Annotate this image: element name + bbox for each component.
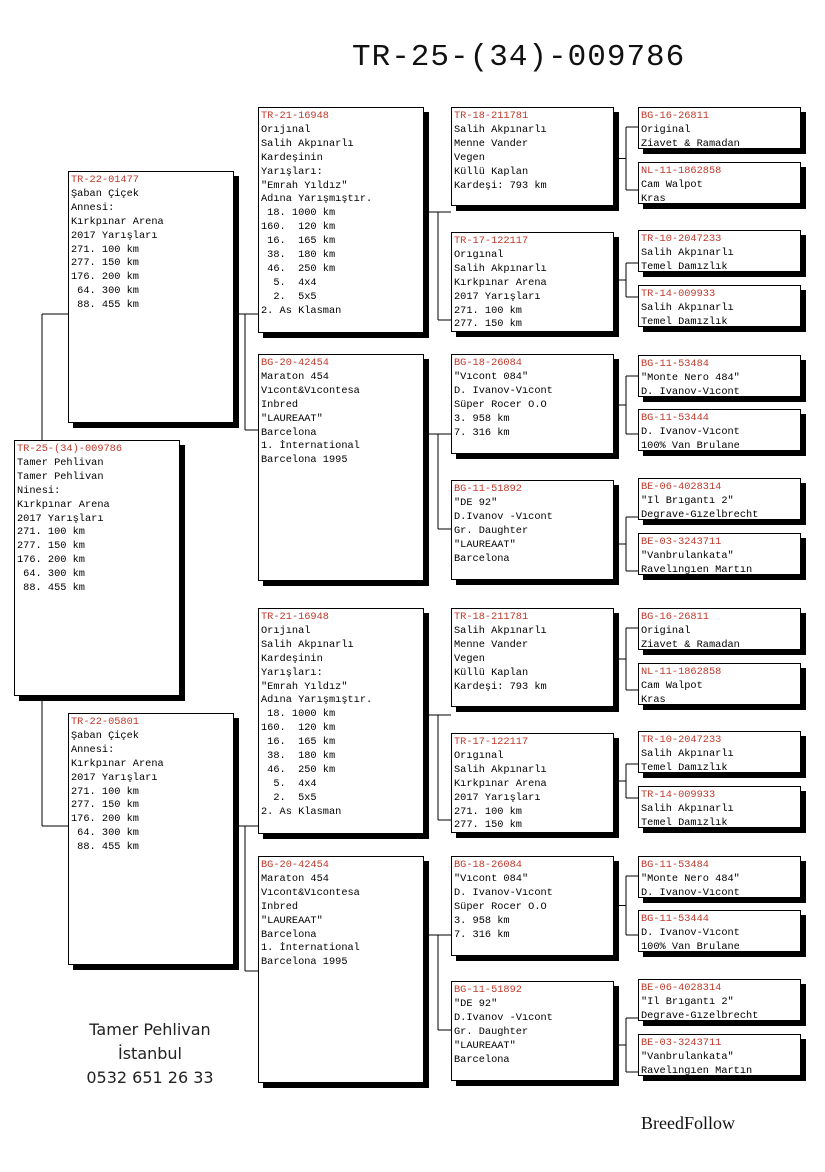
box-line: Temel Damızlık <box>641 816 728 828</box>
box-line: Temel Damızlık <box>641 315 728 327</box>
box-line: Salih Akpınarlı <box>641 301 734 314</box>
box-line: "DE 92" <box>454 997 498 1010</box>
box-line: Salih Akpınarlı <box>454 763 547 776</box>
ring-number: BG-20-42454 <box>261 357 329 369</box>
box-line: 2017 Yarışları <box>454 791 541 804</box>
ring-number: TR-25-(34)-009786 <box>17 443 123 455</box>
box-line: 2017 Yarışları <box>71 771 158 784</box>
box-line: D.Ivanov -Vıcont <box>454 510 553 523</box>
box-line: Salih Akpınarlı <box>454 262 547 275</box>
box-line: 2017 Yarışları <box>17 512 104 525</box>
ring-number: NL-11-1862858 <box>641 666 722 678</box>
box-line: "Monte Nero 484" <box>641 872 740 885</box>
pedigree-box-g4-10 <box>638 663 801 705</box>
box-line: Orıgınal <box>454 248 504 261</box>
box-line: 271. 100 km <box>17 526 85 539</box>
box-line: "Emrah Yıldız" <box>261 680 348 693</box>
pedigree-box-g4-7 <box>638 478 801 520</box>
ring-number: TR-22-01477 <box>71 174 139 186</box>
pedigree-box-g3-7 <box>451 856 614 956</box>
pedigree-box-g4-16 <box>638 1034 801 1076</box>
box-line: 88. 455 km <box>71 299 139 312</box>
pedigree-box-g4-14 <box>638 910 801 952</box>
pedigree-box-g4-13 <box>638 856 801 898</box>
box-line: 271. 100 km <box>71 785 139 798</box>
brand-logo: BreedFollow <box>641 1113 735 1133</box>
box-line: "LAUREAAT" <box>261 412 323 425</box>
box-line: Temel Damızlık <box>641 260 728 272</box>
box-line: Kırkpınar Arena <box>454 777 547 790</box>
box-line: Menne Vander <box>454 137 529 150</box>
box-line: Kırkpınar Arena <box>17 498 110 511</box>
box-line: Küllü Kaplan <box>454 666 529 679</box>
box-line: "Vanbrulankata" <box>641 549 734 562</box>
box-line: D.Ivanov -Vıcont <box>454 1011 553 1024</box>
box-line: 5. 4x4 <box>261 276 317 289</box>
pedigree-box-g3-2 <box>451 232 614 332</box>
box-line: Barcelona <box>454 1053 510 1066</box>
box-line: 38. 180 km <box>261 249 336 262</box>
box-line: D. Ivanov-Vıcont <box>641 926 740 939</box>
box-line: "Vıcont 084" <box>454 872 529 885</box>
box-line: Tamer Pehlivan <box>17 456 104 469</box>
box-line: D. Ivanov-Vıcont <box>454 384 553 397</box>
box-line: 88. 455 km <box>71 841 139 854</box>
box-line: Salih Akpınarlı <box>641 246 734 259</box>
pedigree-box-g3-8 <box>451 981 614 1081</box>
box-line: 100% Van Brulane <box>641 439 740 451</box>
ring-number: TR-18-211781 <box>454 611 529 623</box>
box-line: Barcelona <box>261 928 317 941</box>
box-line: Şaban Çiçek <box>71 187 139 200</box>
box-line: Salih Akpınarlı <box>454 123 547 136</box>
ring-number: BG-11-51892 <box>454 984 522 996</box>
pedigree-box-g3-5 <box>451 608 614 707</box>
box-line: "Emrah Yıldız" <box>261 179 348 192</box>
box-line: Annesi: <box>71 743 115 756</box>
ring-number: BE-06-4028314 <box>641 481 722 493</box>
box-line: Cam Walpot <box>641 679 703 692</box>
ring-number: TR-21-16948 <box>261 611 329 623</box>
box-line: Süper Rocer O.O <box>454 900 547 913</box>
pedigree-box-g4-1 <box>638 107 801 149</box>
box-line: Original <box>641 624 691 637</box>
box-line: Menne Vander <box>454 638 529 651</box>
box-line: Kardeşinin <box>261 652 323 665</box>
ring-number: BG-18-26084 <box>454 859 522 871</box>
box-line: "Vanbrulankata" <box>641 1050 734 1063</box>
box-line: D. Ivanov-Vıcont <box>454 886 553 899</box>
box-line: 277. 150 km <box>454 819 522 832</box>
box-line: 160. 120 km <box>261 221 336 234</box>
owner-contact <box>70 1018 230 1090</box>
ring-number: BE-03-3243711 <box>641 536 722 548</box>
ring-number: TR-17-122117 <box>454 736 529 748</box>
box-line: Ziavet & Ramadan <box>641 638 740 650</box>
box-line: Kras <box>641 693 666 705</box>
ring-number: BG-11-53444 <box>641 913 709 925</box>
ring-number: TR-18-211781 <box>454 110 529 122</box>
box-line: Adına Yarışmıştır. <box>261 193 373 206</box>
box-line: 7. 316 km <box>454 928 510 941</box>
pedigree-box-g3-1 <box>451 107 614 206</box>
box-line: 16. 165 km <box>261 235 336 248</box>
box-line: 2. As Klasman <box>261 304 342 317</box>
pedigree-box-dam <box>68 713 234 965</box>
box-line: 176. 200 km <box>17 554 85 567</box>
ring-number: BG-11-51892 <box>454 483 522 495</box>
box-line: 46. 250 km <box>261 262 336 275</box>
ring-number: TR-14-009933 <box>641 789 716 801</box>
box-line: 38. 180 km <box>261 750 336 763</box>
box-line: Barcelona <box>454 552 510 565</box>
box-line: Ziavet & Ramadan <box>641 137 740 149</box>
box-line: Annesi: <box>71 201 115 214</box>
box-line: Degrave-Gızelbrecht <box>641 1009 759 1021</box>
pedigree-box-g3-6 <box>451 733 614 833</box>
box-line: "LAUREAAT" <box>261 914 323 927</box>
pedigree-box-sire <box>68 171 234 423</box>
box-line: Kardeşi: 793 km <box>454 680 547 693</box>
ring-number: BE-03-3243711 <box>641 1037 722 1049</box>
box-line: 7. 316 km <box>454 426 510 439</box>
box-line: Salih Akpınarlı <box>454 624 547 637</box>
ring-number: TR-14-009933 <box>641 288 716 300</box>
box-line: D. Ivanov-Vıcont <box>641 886 740 898</box>
box-line: Salih Akpınarlı <box>261 638 354 651</box>
box-line: Yarışları: <box>261 666 323 679</box>
box-line: 64. 300 km <box>71 827 139 840</box>
pedigree-box-g3-4 <box>451 480 614 580</box>
box-line: 176. 200 km <box>71 813 139 826</box>
box-line: 277. 150 km <box>454 318 522 331</box>
ring-number: NL-11-1862858 <box>641 165 722 177</box>
box-line: 2. As Klasman <box>261 805 342 818</box>
pedigree-box-g4-3 <box>638 230 801 272</box>
pedigree-box-g2-4 <box>258 856 424 1083</box>
box-line: 1. İnternational <box>261 942 360 955</box>
box-line: 18. 1000 km <box>261 708 336 721</box>
box-line: 176. 200 km <box>71 271 139 284</box>
box-line: Süper Rocer O.O <box>454 398 547 411</box>
pedigree-box-g4-15 <box>638 979 801 1021</box>
box-line: 1. İnternational <box>261 440 360 453</box>
pedigree-box-g2-3 <box>258 608 424 834</box>
ring-number: BG-16-26811 <box>641 611 709 623</box>
box-line: Tamer Pehlivan <box>17 470 104 483</box>
box-line: D. Ivanov-Vıcont <box>641 425 740 438</box>
box-line: 2. 5x5 <box>261 290 317 303</box>
box-line: Maraton 454 <box>261 872 329 885</box>
box-line: 2017 Yarışları <box>454 290 541 303</box>
box-line: Kırkpınar Arena <box>71 757 164 770</box>
ring-number: TR-22-05801 <box>71 716 139 728</box>
box-line: Ravelıngıen Martın <box>641 1064 753 1076</box>
box-line: Degrave-Gızelbrecht <box>641 508 759 520</box>
box-line: Temel Damızlık <box>641 761 728 773</box>
box-line: "DE 92" <box>454 496 498 509</box>
ring-number: TR-17-122117 <box>454 235 529 247</box>
box-line: "Il Brıgantı 2" <box>641 494 734 507</box>
box-line: Cam Walpot <box>641 178 703 191</box>
owner-phone: 0532 651 26 33 <box>86 1068 214 1087</box>
pedigree-box-g2-2 <box>258 354 424 581</box>
box-line: 3. 958 km <box>454 914 510 927</box>
box-line: Original <box>641 123 691 136</box>
ring-number: BG-11-53444 <box>641 412 709 424</box>
box-line: Barcelona <box>261 426 317 439</box>
box-line: Salih Akpınarlı <box>641 802 734 815</box>
ring-number: BG-20-42454 <box>261 859 329 871</box>
box-line: "LAUREAAT" <box>454 538 516 551</box>
box-line: "Vıcont 084" <box>454 370 529 383</box>
box-line: 160. 120 km <box>261 722 336 735</box>
pedigree-box-g4-5 <box>638 355 801 397</box>
box-line: 271. 100 km <box>71 243 139 256</box>
pedigree-box-g4-12 <box>638 786 801 828</box>
ring-number: TR-21-16948 <box>261 110 329 122</box>
box-line: Kırkpınar Arena <box>454 276 547 289</box>
box-line: Orıjınal <box>261 624 311 637</box>
box-line: 18. 1000 km <box>261 207 336 220</box>
ring-number: TR-10-2047233 <box>641 233 722 245</box>
box-line: Maraton 454 <box>261 370 329 383</box>
box-line: Yarışları: <box>261 165 323 178</box>
box-line: Vegen <box>454 151 485 164</box>
pedigree-box-g4-11 <box>638 731 801 773</box>
box-line: 277. 150 km <box>17 540 85 553</box>
box-line: 271. 100 km <box>454 304 522 317</box>
box-line: Barcelona 1995 <box>261 956 348 969</box>
box-line: Gr. Daughter <box>454 524 529 537</box>
box-line: 5. 4x4 <box>261 777 317 790</box>
box-line: "Il Brıgantı 2" <box>641 995 734 1008</box>
pedigree-title: TR-25-(34)-009786 <box>352 40 686 75</box>
box-line: Vıcont&Vıcontesa <box>261 384 360 397</box>
box-line: Ravelıngıen Martın <box>641 563 753 575</box>
box-line: 277. 150 km <box>71 257 139 270</box>
box-line: Kardeşi: 793 km <box>454 179 547 192</box>
pedigree-box-g3-3 <box>451 354 614 454</box>
ring-number: BG-11-53484 <box>641 859 709 871</box>
box-line: Kırkpınar Arena <box>71 215 164 228</box>
pedigree-box-g4-4 <box>638 285 801 327</box>
box-line: Salih Akpınarlı <box>261 137 354 150</box>
box-line: Inbred <box>261 900 299 913</box>
box-line: Inbred <box>261 398 299 411</box>
box-line: "Monte Nero 484" <box>641 371 740 384</box>
box-line: "LAUREAAT" <box>454 1039 516 1052</box>
box-line: 46. 250 km <box>261 763 336 776</box>
box-line: Adına Yarışmıştır. <box>261 694 373 707</box>
box-line: 3. 958 km <box>454 412 510 425</box>
box-line: Vegen <box>454 652 485 665</box>
box-line: Barcelona 1995 <box>261 454 348 467</box>
box-line: 64. 300 km <box>71 285 139 298</box>
box-line: Salih Akpınarlı <box>641 747 734 760</box>
ring-number: BG-18-26084 <box>454 357 522 369</box>
pedigree-box-g4-9 <box>638 608 801 650</box>
box-line: 277. 150 km <box>71 799 139 812</box>
pedigree-box-g4-6 <box>638 409 801 451</box>
ring-number: BG-16-26811 <box>641 110 709 122</box>
box-line: 271. 100 km <box>454 805 522 818</box>
box-line: Kardeşinin <box>261 151 323 164</box>
box-line: 16. 165 km <box>261 736 336 749</box>
owner-name: Tamer Pehlivan <box>89 1020 211 1039</box>
box-line: Orıgınal <box>454 749 504 762</box>
box-line: Kras <box>641 192 666 204</box>
box-line: Şaban Çiçek <box>71 729 139 742</box>
box-line: Ninesi: <box>17 484 61 497</box>
pedigree-box-g4-8 <box>638 533 801 575</box>
box-line: 64. 300 km <box>17 568 85 581</box>
box-line: Vıcont&Vıcontesa <box>261 886 360 899</box>
ring-number: BE-06-4028314 <box>641 982 722 994</box>
pedigree-box-subject <box>14 440 180 696</box>
owner-city: İstanbul <box>117 1044 182 1063</box>
box-line: 100% Van Brulane <box>641 940 740 952</box>
box-line: Gr. Daughter <box>454 1025 529 1038</box>
box-line: Küllü Kaplan <box>454 165 529 178</box>
box-line: 2017 Yarışları <box>71 229 158 242</box>
box-line: 88. 455 km <box>17 582 85 595</box>
pedigree-box-g4-2 <box>638 162 801 204</box>
ring-number: TR-10-2047233 <box>641 734 722 746</box>
box-line: D. Ivanov-Vıcont <box>641 385 740 397</box>
box-line: Orıjınal <box>261 123 311 136</box>
ring-number: BG-11-53484 <box>641 358 709 370</box>
pedigree-box-g2-1 <box>258 107 424 333</box>
box-line: 2. 5x5 <box>261 791 317 804</box>
